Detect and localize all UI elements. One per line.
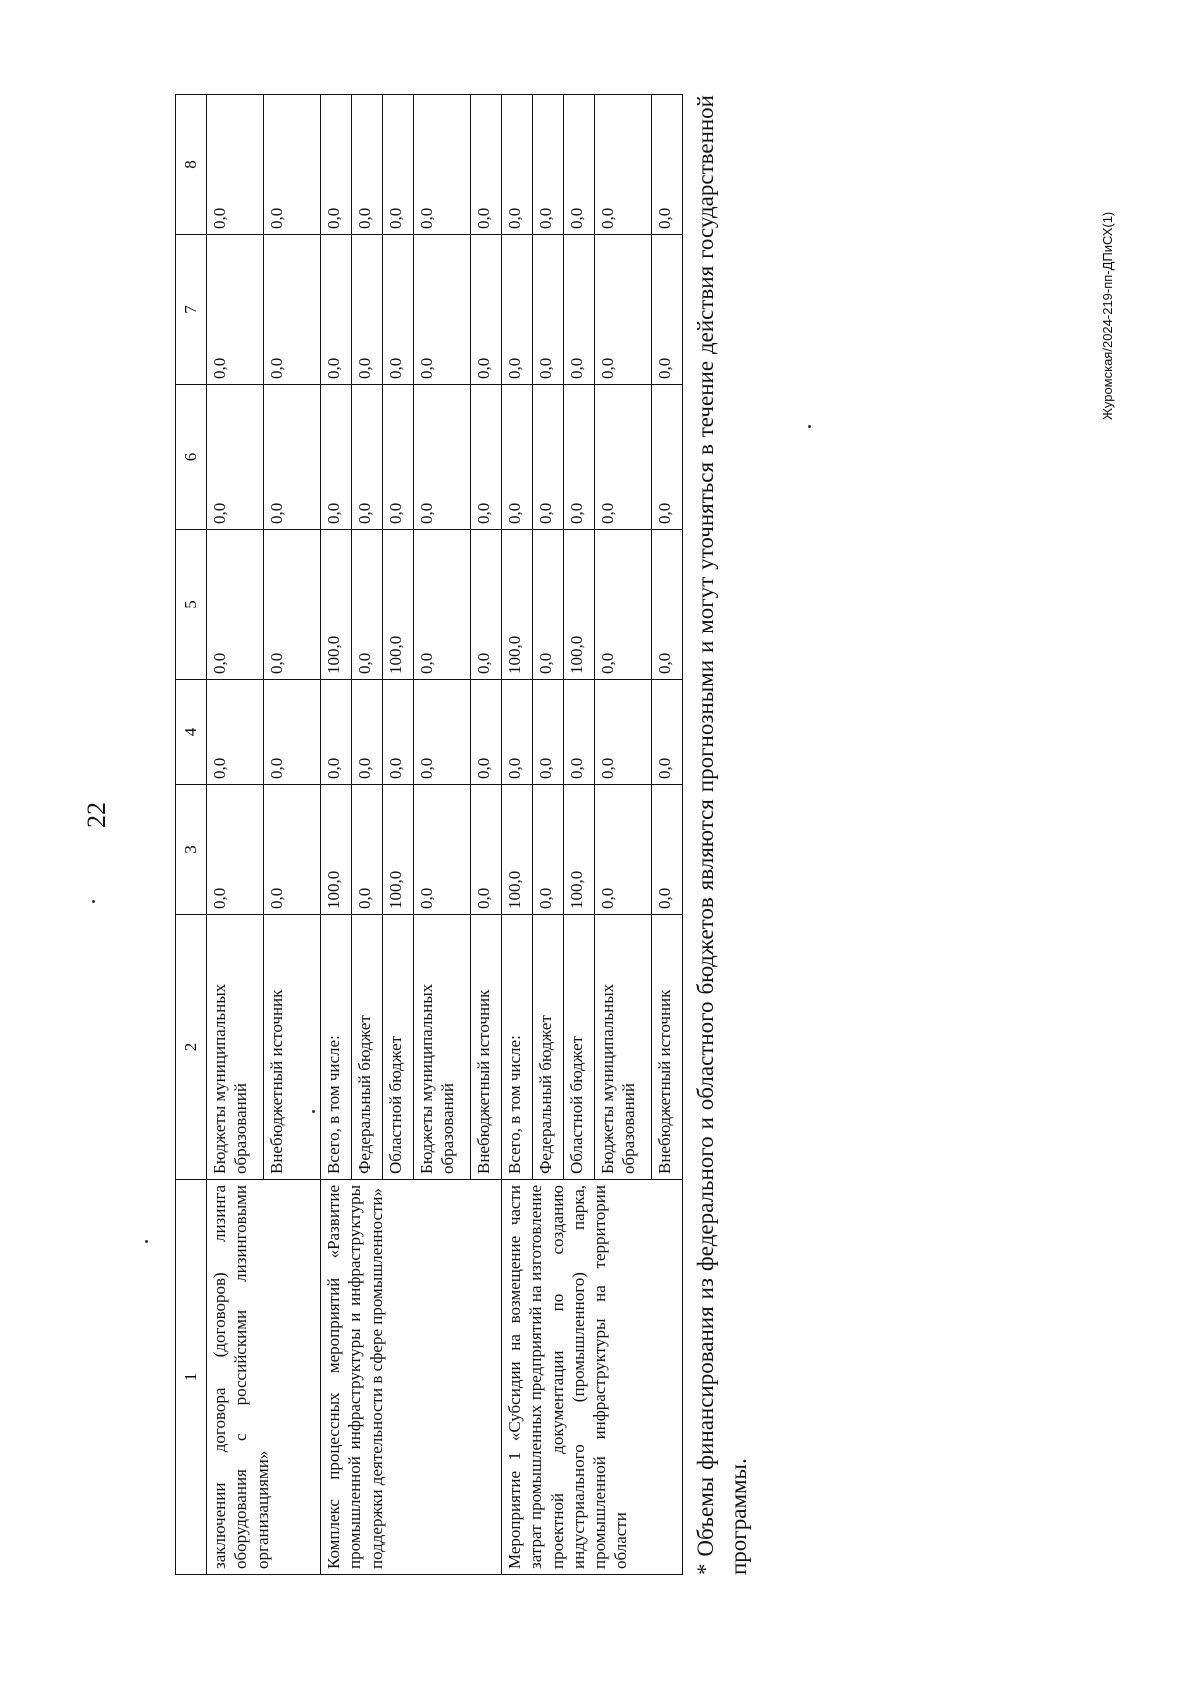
value-cell: 0,0 <box>502 235 533 385</box>
funding-source: Областной бюджет <box>564 915 595 1180</box>
value-cell: 100,0 <box>383 530 414 680</box>
header-col-4: 4 <box>176 680 207 785</box>
value-cell: 0,0 <box>595 680 652 785</box>
header-col-2: 2 <box>176 915 207 1180</box>
value-cell: 0,0 <box>471 95 502 235</box>
value-cell: 0,0 <box>414 530 471 680</box>
value-cell: 0,0 <box>207 680 264 785</box>
value-cell: 0,0 <box>207 235 264 385</box>
value-cell: 0,0 <box>383 95 414 235</box>
value-cell: 0,0 <box>207 95 264 235</box>
value-cell: 0,0 <box>352 235 383 385</box>
value-cell: 0,0 <box>533 530 564 680</box>
value-cell: 0,0 <box>264 385 321 530</box>
value-cell: 0,0 <box>471 530 502 680</box>
funding-source: Всего, в том числе: <box>321 915 352 1180</box>
funding-source: Областной бюджет <box>383 915 414 1180</box>
header-col-6: 6 <box>176 385 207 530</box>
row-description: Комплекс процессных мероприятий «Развитие промышленной инфраструктуры и инфраструктуры поддержки деятельности в сфере промышленности» <box>321 1180 502 1575</box>
value-cell: 0,0 <box>352 680 383 785</box>
funding-source: Федеральный бюджет <box>352 915 383 1180</box>
table-row <box>502 95 533 1575</box>
value-cell: 0,0 <box>652 385 683 530</box>
value-cell: 0,0 <box>652 235 683 385</box>
funding-source: Внебюджетный источник <box>264 915 321 1180</box>
value-cell: 0,0 <box>595 785 652 915</box>
value-cell: 100,0 <box>383 785 414 915</box>
row-description: Мероприятие 1 «Субсидии на возмещение части затрат промышленных предприятий на изготовление проектной документации по созданию индустриального (промышленного) парка, промышленной инфраструктуры на территории области <box>502 1180 683 1575</box>
header-col-8: 8 <box>176 95 207 235</box>
value-cell: 0,0 <box>533 680 564 785</box>
value-cell: 0,0 <box>502 95 533 235</box>
value-cell: 100,0 <box>321 530 352 680</box>
funding-source: Внебюджетный источник <box>471 915 502 1180</box>
value-cell: 0,0 <box>383 235 414 385</box>
value-cell: 0,0 <box>352 530 383 680</box>
value-cell: 0,0 <box>595 385 652 530</box>
funding-source: Бюджеты муниципальных образований <box>414 915 471 1180</box>
value-cell: 0,0 <box>321 385 352 530</box>
funding-source: Всего, в том числе: <box>502 915 533 1180</box>
value-cell: 0,0 <box>352 785 383 915</box>
value-cell: 0,0 <box>502 680 533 785</box>
value-cell: 0,0 <box>414 235 471 385</box>
scan-speck <box>145 1240 148 1243</box>
value-cell: 0,0 <box>471 235 502 385</box>
rotated-content <box>175 95 752 1575</box>
value-cell: 0,0 <box>533 95 564 235</box>
value-cell: 0,0 <box>207 385 264 530</box>
value-cell: 0,0 <box>564 95 595 235</box>
value-cell: 0,0 <box>207 785 264 915</box>
header-col-7: 7 <box>176 235 207 385</box>
value-cell: 0,0 <box>414 680 471 785</box>
value-cell: 0,0 <box>352 385 383 530</box>
value-cell: 100,0 <box>502 785 533 915</box>
scan-speck <box>808 425 811 428</box>
value-cell: 0,0 <box>264 235 321 385</box>
footnote: * Объемы финансирования из федерального и областного бюджетов являются прогнозными и могут уточняться в течение действия государственной программы. <box>693 95 752 1575</box>
row-description: заключении договора (договоров) лизинга оборудования с российскими лизинговыми организациями» <box>207 1180 321 1575</box>
header-col-3: 3 <box>176 785 207 915</box>
value-cell: 0,0 <box>533 385 564 530</box>
funding-source: Бюджеты муниципальных образований <box>207 915 264 1180</box>
scan-speck <box>312 1110 315 1113</box>
value-cell: 0,0 <box>414 785 471 915</box>
value-cell: 0,0 <box>321 680 352 785</box>
value-cell: 0,0 <box>321 95 352 235</box>
value-cell: 0,0 <box>471 785 502 915</box>
value-cell: 0,0 <box>264 785 321 915</box>
value-cell: 0,0 <box>595 530 652 680</box>
value-cell: 0,0 <box>652 680 683 785</box>
budget-table <box>175 94 683 1575</box>
value-cell: 100,0 <box>564 530 595 680</box>
value-cell: 0,0 <box>652 785 683 915</box>
value-cell: 0,0 <box>502 385 533 530</box>
value-cell: 0,0 <box>471 385 502 530</box>
funding-source: Бюджеты муниципальных образований <box>595 915 652 1180</box>
document-id: Журомская/2024-219-пп-ДПиСХ(1) <box>1100 211 1115 420</box>
table-row <box>321 95 352 1575</box>
value-cell: 0,0 <box>264 95 321 235</box>
value-cell: 0,0 <box>207 530 264 680</box>
value-cell: 0,0 <box>383 680 414 785</box>
value-cell: 0,0 <box>564 680 595 785</box>
value-cell: 0,0 <box>652 95 683 235</box>
header-col-5: 5 <box>176 530 207 680</box>
funding-source: Внебюджетный источник <box>652 915 683 1180</box>
value-cell: 0,0 <box>264 680 321 785</box>
page-number: 22 <box>82 802 111 828</box>
value-cell: 0,0 <box>564 235 595 385</box>
table-row <box>207 95 264 1575</box>
scan-speck <box>92 900 95 903</box>
value-cell: 0,0 <box>414 385 471 530</box>
header-row <box>176 95 207 1575</box>
value-cell: 0,0 <box>595 95 652 235</box>
value-cell: 0,0 <box>533 785 564 915</box>
value-cell: 0,0 <box>533 235 564 385</box>
value-cell: 0,0 <box>652 530 683 680</box>
value-cell: 0,0 <box>595 235 652 385</box>
funding-source: Федеральный бюджет <box>533 915 564 1180</box>
value-cell: 100,0 <box>321 785 352 915</box>
value-cell: 0,0 <box>264 530 321 680</box>
value-cell: 100,0 <box>502 530 533 680</box>
value-cell: 0,0 <box>471 680 502 785</box>
value-cell: 0,0 <box>414 95 471 235</box>
header-col-1: 1 <box>176 1180 207 1575</box>
value-cell: 0,0 <box>564 385 595 530</box>
value-cell: 100,0 <box>564 785 595 915</box>
value-cell: 0,0 <box>383 385 414 530</box>
value-cell: 0,0 <box>352 95 383 235</box>
value-cell: 0,0 <box>321 235 352 385</box>
